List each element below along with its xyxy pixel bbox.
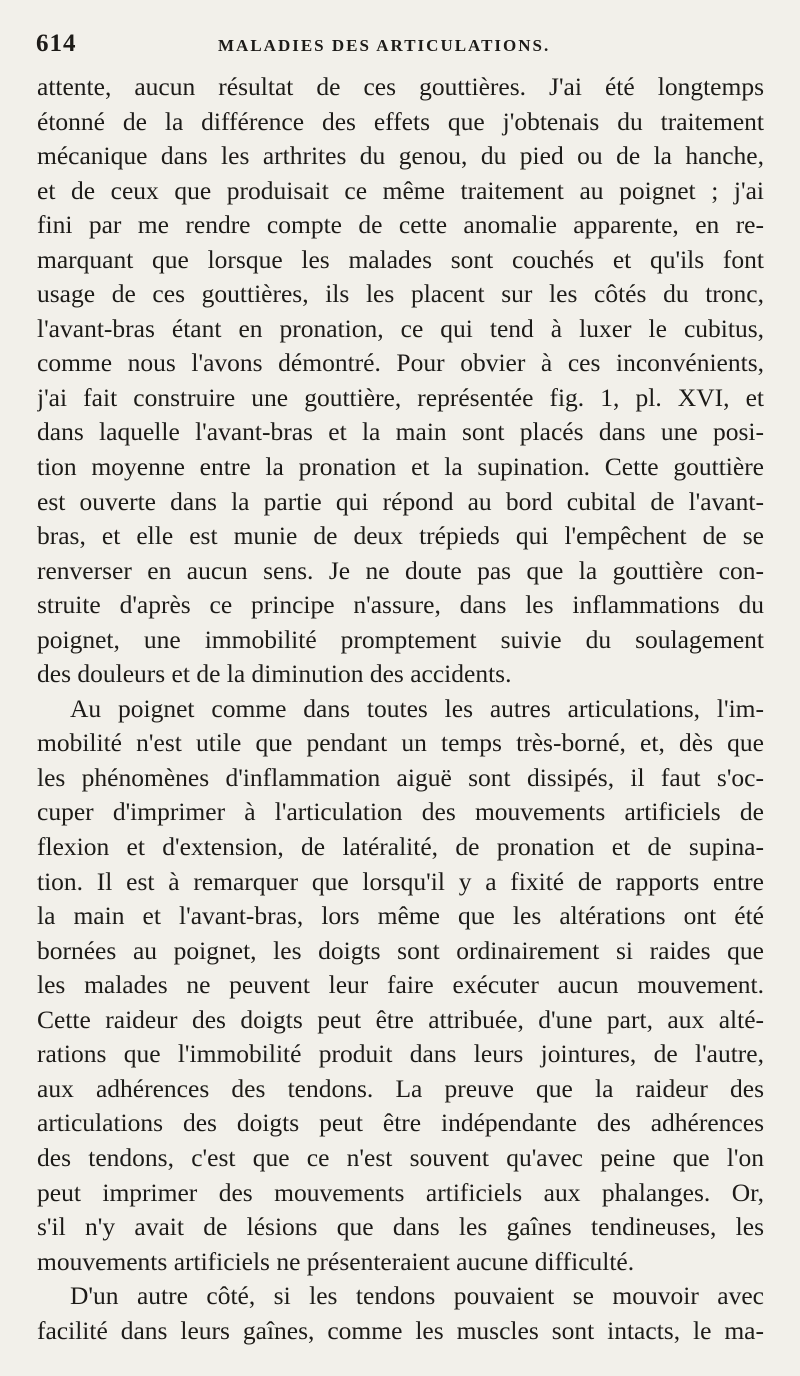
- text-line: mobilité n'est utile que pendant un temps très-borné, et, dès que: [37, 728, 764, 758]
- text-line: bras, et elle est munie de deux trépieds qui l'empêchent de se: [37, 521, 764, 551]
- text-line: s'il n'y avait de lésions que dans les gaînes tendineuses, les: [37, 1212, 764, 1242]
- text-line: bornées au poignet, les doigts sont ordinairement si raides que: [37, 935, 764, 965]
- text-line: renverser en aucun sens. Je ne doute pas que la gouttière con-: [37, 555, 764, 585]
- text-line: les malades ne peuvent leur faire exécuter aucun mouvement.: [37, 970, 764, 1000]
- page-number: 614: [36, 30, 77, 57]
- text-line: mécanique dans les arthrites du genou, du pied ou de la hanche,: [37, 141, 764, 171]
- text-line: les phénomènes d'inflammation aiguë sont dissipés, il faut s'oc-: [37, 762, 764, 792]
- text-line: tion. Il est à remarquer que lorsqu'il y a fixité de rapports entre: [37, 866, 764, 896]
- text-line: étonné de la différence des effets que j'obtenais du traitement: [37, 106, 764, 136]
- body-text: [37, 70, 764, 1348]
- text-line: aux adhérences des tendons. La preuve que la raideur des: [37, 1073, 764, 1103]
- text-line: est ouverte dans la partie qui répond au bord cubital de l'avant-: [37, 486, 764, 516]
- text-line: usage de ces gouttières, ils les placent sur les côtés du tronc,: [37, 279, 764, 309]
- text-line: struite d'après ce principe n'assure, dans les inflammations du: [37, 590, 764, 620]
- text-line: rations que l'immobilité produit dans leurs jointures, de l'autre,: [37, 1039, 764, 1069]
- running-head: [36, 30, 760, 60]
- text-line: flexion et d'extension, de latéralité, de pronation et de supina-: [37, 832, 764, 862]
- paragraph-last-line: des douleurs et de la diminution des accidents.: [37, 659, 512, 689]
- paragraph-last-line: mouvements artificiels ne présenteraient aucune difficulté.: [37, 1246, 635, 1276]
- paragraph-first-line: Au poignet comme dans toutes les autres articulations, l'im-: [70, 693, 764, 723]
- running-title: MALADIES DES ARTICULATIONS.: [218, 36, 551, 55]
- paragraph-first-line: D'un autre côté, si les tendons pouvaient se mouvoir avec: [70, 1281, 764, 1311]
- text-line: marquant que lorsque les malades sont couchés et qu'ils font: [37, 244, 764, 274]
- text-line: j'ai fait construire une gouttière, représentée fig. 1, pl. XVI, et: [37, 382, 764, 412]
- text-line: articulations des doigts peut être indépendante des adhérences: [37, 1108, 764, 1138]
- text-line: poignet, une immobilité promptement suivie du soulagement: [37, 624, 764, 654]
- text-line: Cette raideur des doigts peut être attribuée, d'une part, aux alté-: [37, 1004, 764, 1034]
- text-line: comme nous l'avons démontré. Pour obvier à ces inconvénients,: [37, 348, 764, 378]
- text-line: attente, aucun résultat de ces gouttières. J'ai été longtemps: [37, 72, 764, 101]
- text-line: fini par me rendre compte de cette anomalie apparente, en re-: [37, 210, 764, 240]
- text-line: facilité dans leurs gaînes, comme les muscles sont intacts, le ma-: [37, 1315, 764, 1345]
- text-line: et de ceux que produisait ce même traitement au poignet ; j'ai: [37, 175, 764, 205]
- text-line: l'avant-bras étant en pronation, ce qui tend à luxer le cubitus,: [37, 313, 764, 343]
- text-line: la main et l'avant-bras, lors même que les altérations ont été: [37, 901, 764, 931]
- text-line: cuper d'imprimer à l'articulation des mouvements artificiels de: [37, 797, 764, 827]
- text-line: tion moyenne entre la pronation et la supination. Cette gouttière: [37, 452, 764, 482]
- text-line: des tendons, c'est que ce n'est souvent qu'avec peine que l'on: [37, 1142, 764, 1172]
- text-line: peut imprimer des mouvements artificiels aux phalanges. Or,: [37, 1177, 764, 1207]
- text-line: dans laquelle l'avant-bras et la main sont placés dans une posi-: [37, 417, 764, 447]
